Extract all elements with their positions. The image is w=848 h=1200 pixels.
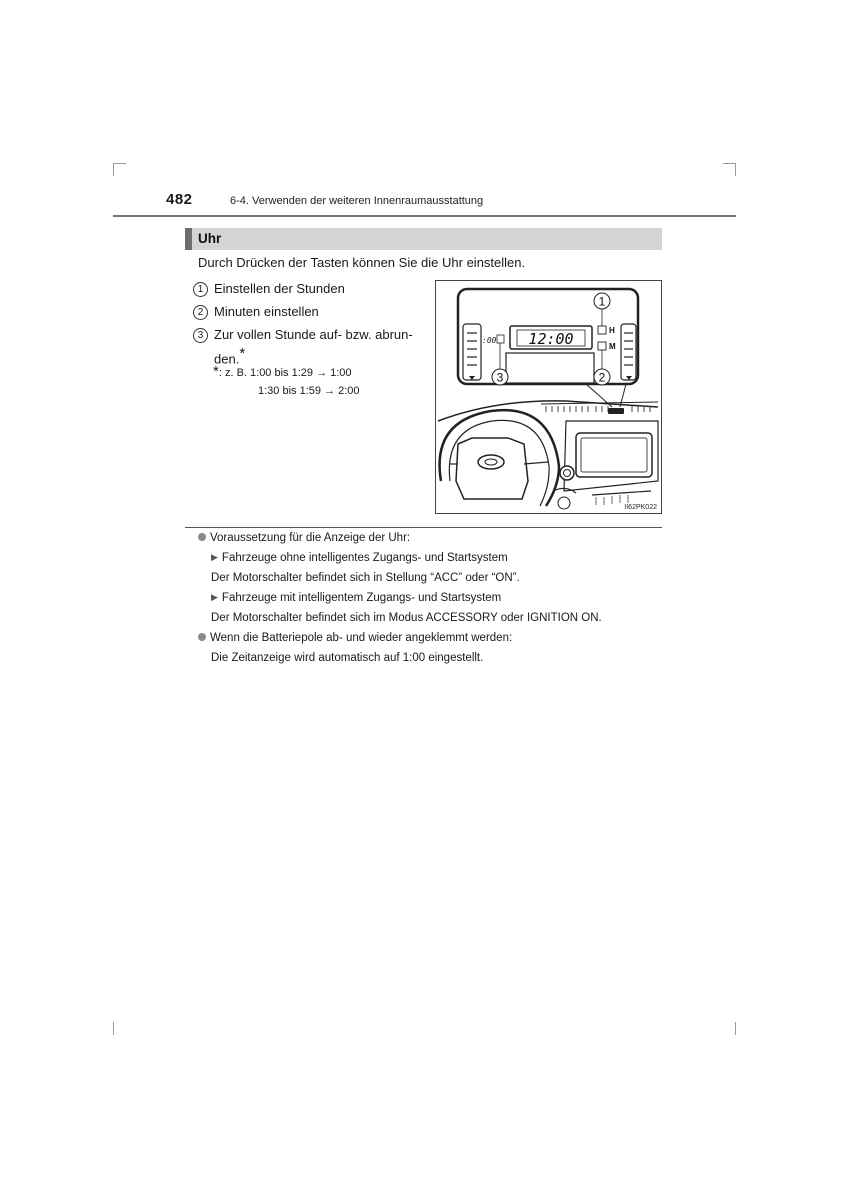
right-vent — [621, 324, 636, 380]
step-number: 1 — [193, 282, 208, 297]
step-text: Minuten einstellen — [214, 304, 319, 319]
note-text: Wenn die Batteriepole ab- und wieder angeklemmt werden: — [210, 632, 513, 644]
notes-separator — [185, 527, 662, 528]
note-text: Fahrzeuge ohne intelligentes Zugangs- und Startsystem — [221, 552, 508, 564]
clock-illustration — [435, 280, 662, 514]
left-vent — [463, 324, 481, 380]
step-text: Einstellen der Stunden — [214, 281, 345, 296]
bullet-icon — [198, 633, 206, 641]
page-number: 482 — [166, 191, 193, 208]
step-number: 3 — [193, 328, 208, 343]
crop-mark-top-left-v — [113, 163, 114, 176]
bullet-icon — [198, 533, 206, 541]
section-title: Uhr — [198, 231, 222, 246]
callout-3: 3 — [496, 370, 504, 385]
m-button — [598, 342, 606, 350]
intro-text: Durch Drücken der Tasten können Sie die Uhr einstellen. — [198, 255, 526, 270]
crop-mark-bottom-left — [113, 1022, 114, 1035]
chapter-title: 6-4. Verwenden der weiteren Innenraumausstattung — [230, 195, 484, 207]
crop-mark-top-right-v — [735, 163, 736, 176]
step-1 — [193, 279, 426, 298]
footnote-marker: * — [239, 345, 246, 362]
step-3 — [193, 325, 426, 368]
footnote-line-2: 1:30 bis 1:59 → 2:00 — [258, 385, 360, 397]
step-text — [214, 325, 426, 368]
header-rule — [113, 215, 736, 217]
step-2 — [193, 302, 426, 321]
note-text: Voraussetzung für die Anzeige der Uhr: — [210, 532, 411, 544]
label-m: M — [609, 342, 616, 351]
crop-mark-bottom-right — [735, 1022, 736, 1035]
note-bullet-1 — [198, 532, 410, 544]
note-text: Fahrzeuge mit intelligentem Zugangs- und Startsystem — [221, 592, 502, 604]
triangle-icon: ▶ — [211, 552, 218, 562]
dash-clock — [608, 408, 624, 414]
triangle-icon: ▶ — [211, 592, 218, 602]
small-clock: :00 — [482, 336, 497, 345]
clock-diagram — [436, 281, 663, 515]
note-plain-2: Der Motorschalter befindet sich im Modus ACCESSORY oder IGNITION ON. — [211, 612, 602, 624]
note-plain-1: Der Motorschalter befindet sich in Stellung “ACC” oder “ON”. — [211, 572, 520, 584]
footnote-line-1 — [213, 363, 352, 380]
callout-1: 1 — [598, 294, 606, 309]
wheel-logo — [478, 455, 504, 469]
step-3-text: Zur vollen Stunde auf- bzw. abrun-den. — [214, 327, 413, 367]
note-bullet-2 — [198, 632, 512, 644]
crop-mark-top-right-h — [723, 163, 736, 164]
note-plain-3: Die Zeitanzeige wird automatisch auf 1:00 eingestellt. — [211, 652, 484, 664]
figure-code: II62PK022 — [624, 504, 657, 511]
section-heading-bar — [185, 228, 662, 250]
footnote-star: * — [213, 363, 219, 380]
label-h: H — [609, 326, 615, 335]
round-button — [497, 335, 504, 343]
callout-2: 2 — [598, 370, 606, 385]
crop-mark-top-left-h — [113, 163, 126, 164]
note-arrow-2 — [211, 592, 501, 604]
section-accent — [185, 228, 192, 250]
h-button — [598, 326, 606, 334]
clock-time: 12:00 — [528, 330, 574, 348]
note-arrow-1 — [211, 552, 508, 564]
step-number: 2 — [193, 305, 208, 320]
footnote-text-1: : z. B. 1:00 bis 1:29 → 1:00 — [218, 367, 352, 379]
